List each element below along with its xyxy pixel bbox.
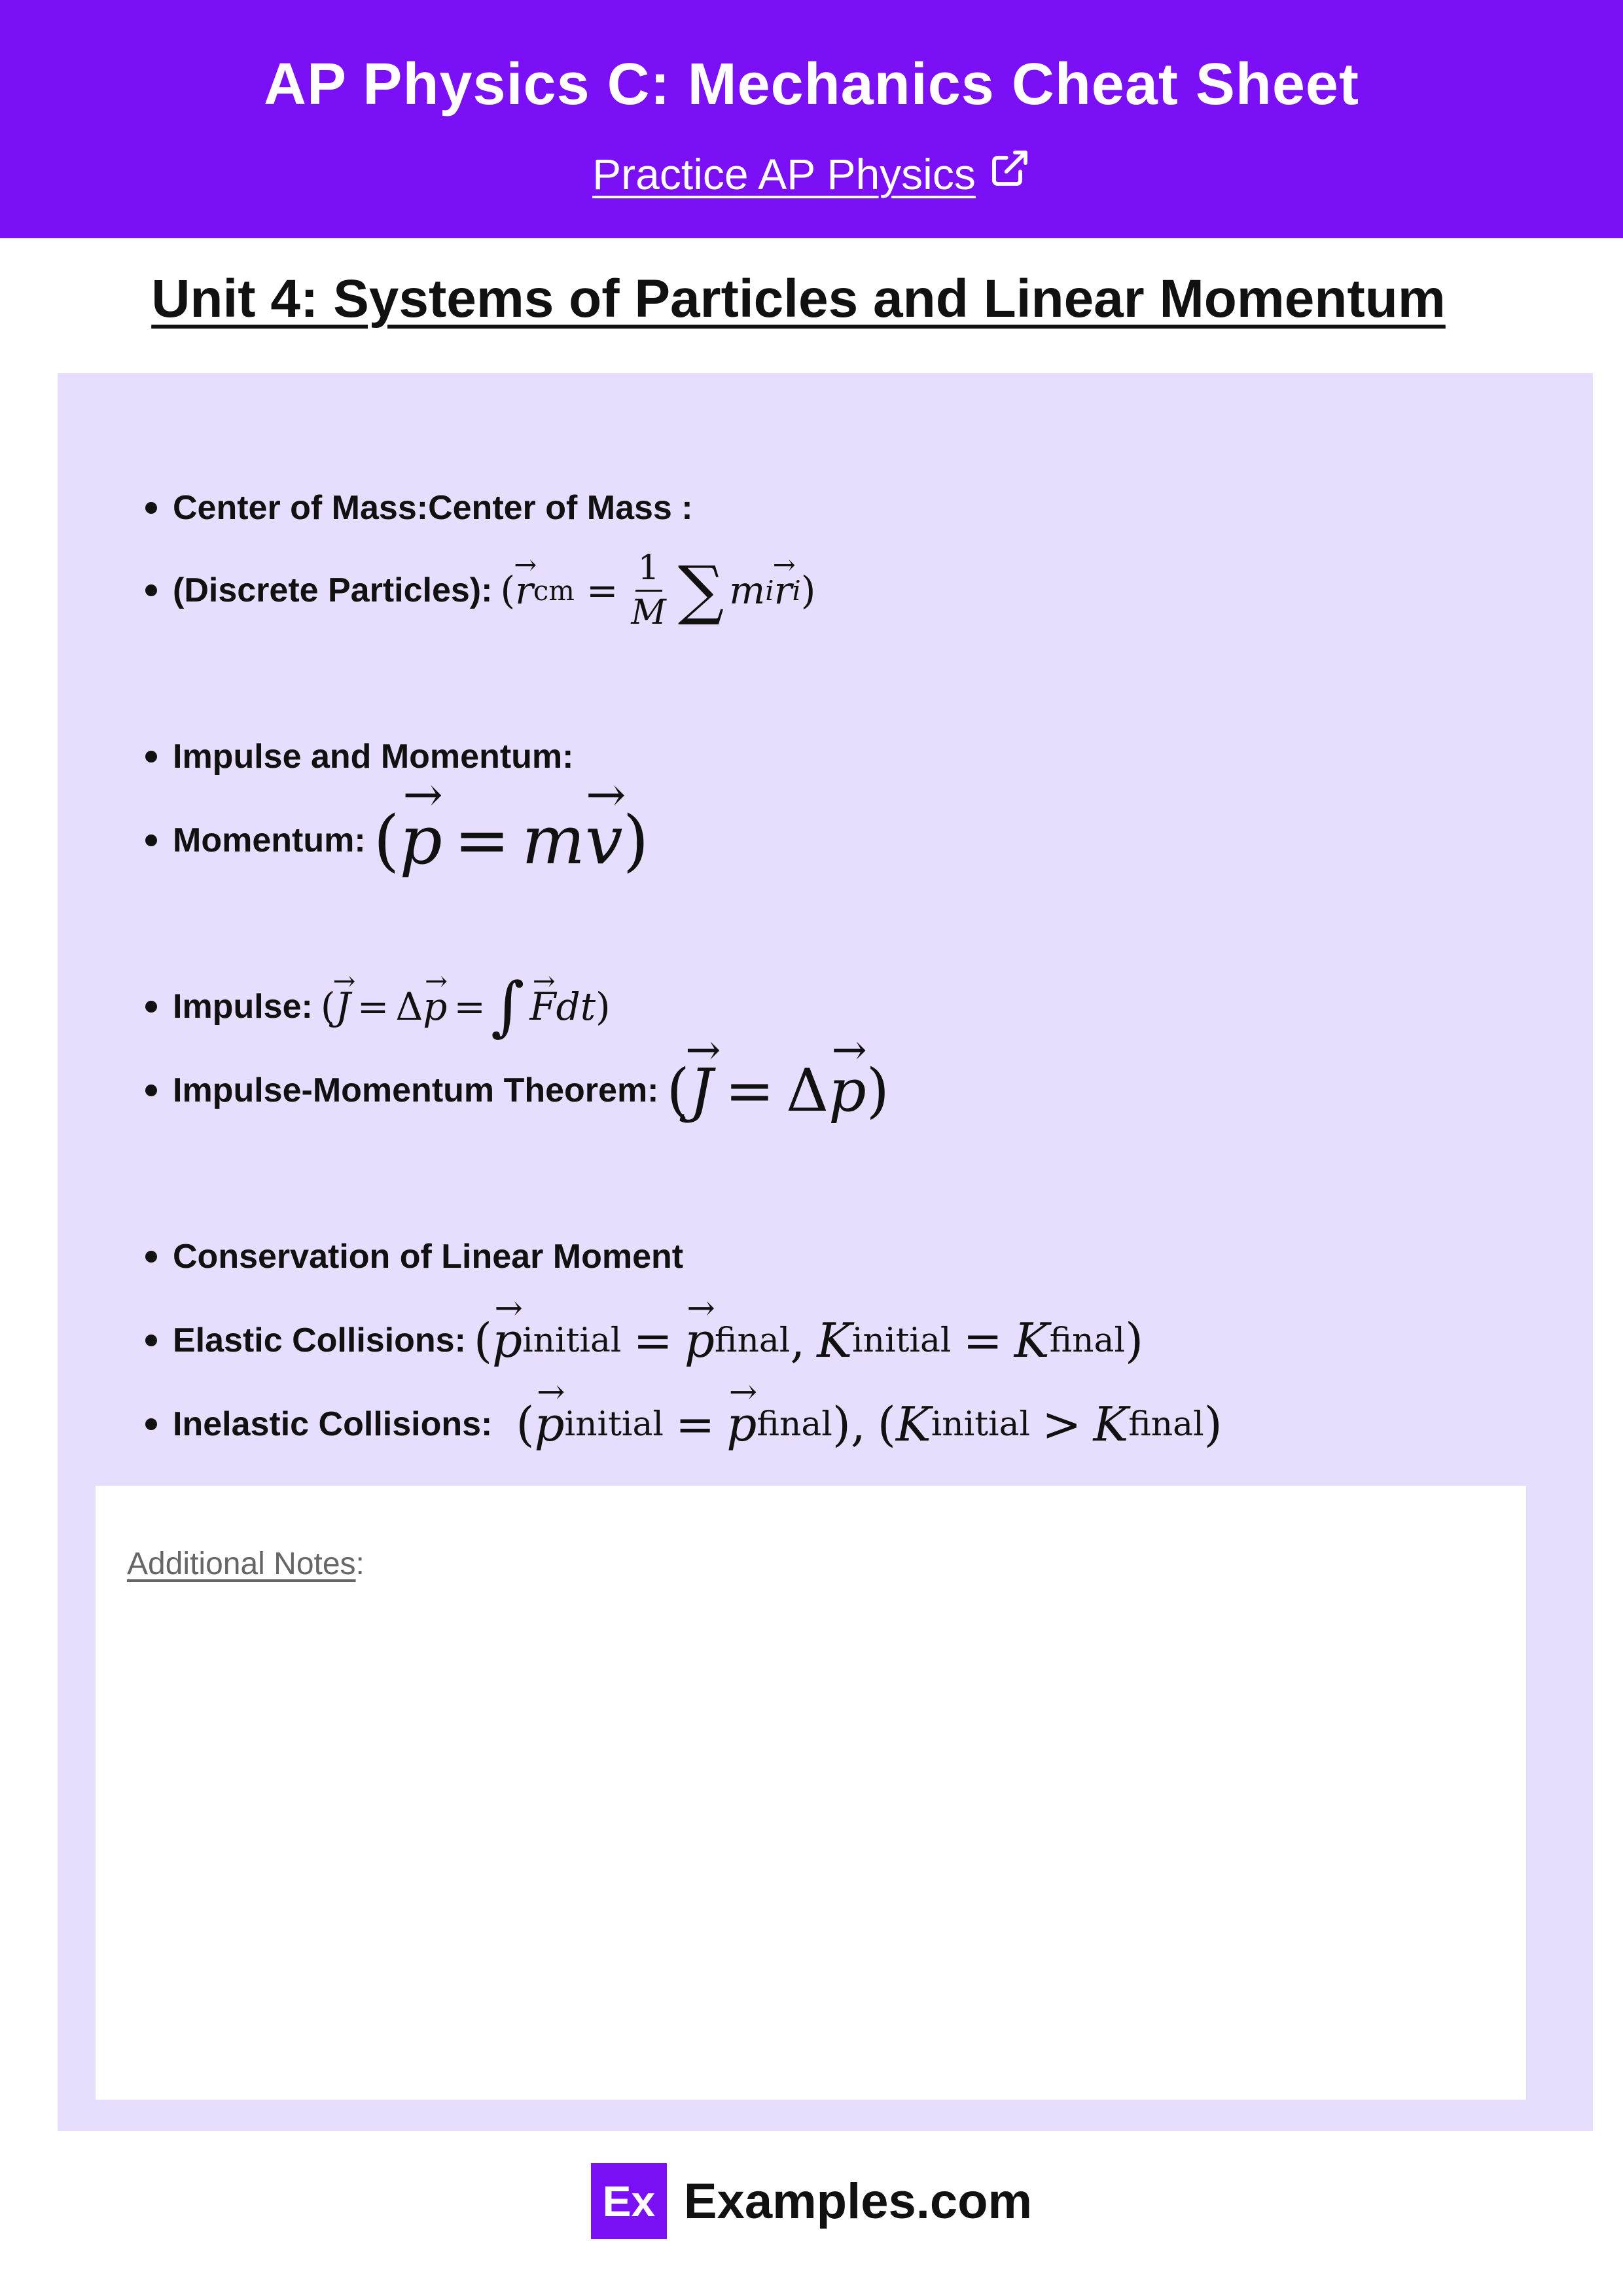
bullet-icon [145, 502, 157, 514]
item-label: (Discrete Particles): [173, 571, 493, 609]
impulse-momentum-theorem-formula: ( → J = Δ → p ) [667, 1056, 889, 1125]
brand-name: Examples.com [683, 2173, 1033, 2229]
list-item [145, 1051, 889, 1130]
item-label: Elastic Collisions: [173, 1321, 466, 1359]
item-label: Impulse and Momentum: [173, 738, 574, 776]
list-item [145, 801, 649, 880]
inelastic-collisions-formula: ( → p initial = → p final ), ( K initial > K final ) [516, 1397, 1222, 1452]
bullet-icon [145, 834, 157, 846]
practice-link[interactable]: Practice AP Physics [592, 150, 976, 198]
item-label: Impulse-Momentum Theorem: [173, 1071, 659, 1109]
item-label: Momentum: [173, 821, 366, 859]
momentum-formula: ( → p = m → v ) [374, 802, 649, 880]
notes-label: Additional Notes: [127, 1547, 365, 1581]
item-label: Conservation of Linear Moment [173, 1238, 684, 1276]
elastic-collisions-formula: ( → p initial = → p final , K initial = K final ) [474, 1313, 1143, 1368]
item-label: Inelastic Collisions: [173, 1405, 493, 1443]
item-label: Center of Mass:Center of Mass : [173, 489, 693, 527]
bullet-icon [145, 751, 157, 762]
unit-title: Unit 4: Systems of Particles and Linear Momentum [151, 269, 1446, 329]
header-banner [0, 0, 1623, 238]
bullet-icon [145, 1085, 157, 1096]
additional-notes-box[interactable] [96, 1486, 1526, 2100]
list-item [145, 1301, 1143, 1380]
center-of-mass-formula: ( → r cm = $\frac{1}{M}$ ∑ m i → r i ) [500, 551, 815, 629]
list-item [145, 967, 611, 1046]
practice-link-row[interactable] [0, 148, 1623, 200]
list-item [145, 548, 816, 632]
bullet-icon [145, 1001, 157, 1013]
bullet-icon [145, 584, 157, 596]
list-item [145, 1217, 691, 1296]
bullet-icon [145, 1335, 157, 1346]
bullet-icon [145, 1251, 157, 1263]
external-link-icon[interactable] [989, 147, 1031, 200]
page-title: AP Physics C: Mechanics Cheat Sheet [264, 52, 1359, 117]
list-item [145, 717, 581, 796]
item-label: Impulse: [173, 988, 313, 1026]
list-item [145, 1385, 1222, 1463]
footer [0, 2161, 1623, 2241]
list-item [145, 469, 701, 547]
impulse-formula: ( → J = Δ → p = ∫ → F dt ) [321, 975, 611, 1039]
examples-logo-icon: Ex [591, 2163, 667, 2239]
bullet-icon [145, 1418, 157, 1430]
